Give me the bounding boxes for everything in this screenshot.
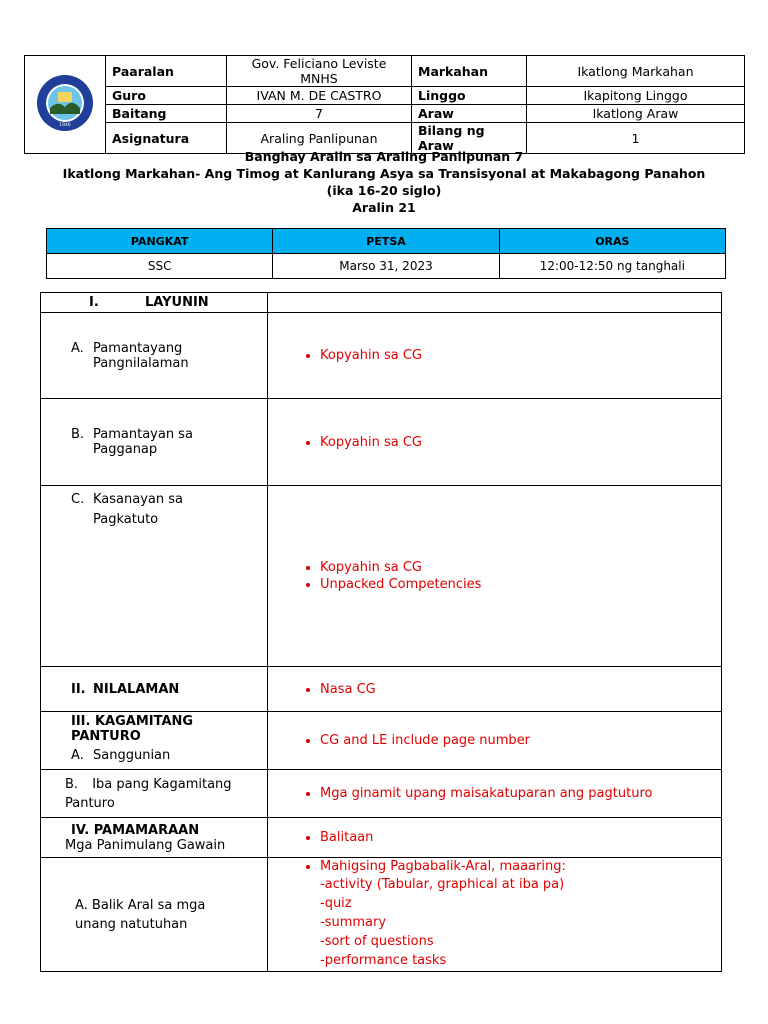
label-araw: Araw — [412, 105, 527, 123]
a-label-1: Pamantayang — [93, 340, 183, 356]
schedule-table — [46, 228, 726, 279]
lesson-plan-table — [40, 292, 722, 972]
row-pamamaraan — [41, 818, 268, 858]
a-bullet-item: • Kopyahin sa CG — [320, 347, 721, 364]
header-oras: ORAS — [499, 229, 725, 254]
iv-heading: PAMAMARAAN — [93, 822, 200, 838]
iii-number: III. — [71, 714, 91, 729]
value-guro: IVAN M. DE CASTRO — [227, 87, 412, 105]
iii-heading: KAGAMITANG PANTURO — [71, 714, 194, 744]
iv-a-line-5: -performance tasks — [320, 953, 447, 968]
row-nilalaman — [41, 667, 268, 712]
value-baitang: 7 — [227, 105, 412, 123]
c-bullet-item-1: • Kopyahin sa CG — [320, 559, 721, 576]
b-letter: B. — [71, 427, 85, 442]
cell-petsa: Marso 31, 2023 — [273, 254, 499, 279]
iv-a-content — [268, 858, 722, 972]
label-paaralan: Paaralan — [106, 56, 227, 87]
iv-a-line-1: -activity (Tabular, graphical at iba pa) — [320, 877, 565, 892]
iv-a-line-2: -quiz — [320, 896, 352, 911]
layunin-content — [268, 293, 722, 313]
ii-number: II. — [71, 681, 86, 697]
iv-a-label-2: unang natutuhan — [75, 916, 188, 932]
iii-b-label-2: Panturo — [65, 795, 115, 811]
label-bilang-ng-araw: Bilang ng Araw — [412, 123, 527, 154]
b-label-2: Pagganap — [93, 442, 158, 457]
value-asignatura: Araling Panlipunan — [227, 123, 412, 154]
ii-content — [268, 667, 722, 712]
row-layunin — [41, 293, 268, 313]
iv-number: IV. — [71, 822, 90, 838]
row-b-pamantayan-sa-pagganap — [41, 399, 268, 486]
lesson-title-block — [0, 148, 768, 216]
b-label-1: Pamantayan sa — [93, 427, 193, 442]
a-label-2: Pangnilalaman — [93, 355, 189, 371]
iv-a-line-4: -sort of questions — [320, 934, 434, 949]
iii-b-content — [268, 770, 722, 818]
a-content — [268, 313, 722, 399]
title-line-3: (ika 16-20 siglo) — [326, 183, 442, 198]
label-linggo: Linggo — [412, 87, 527, 105]
c-bullet-item-2: • Unpacked Competencies — [320, 576, 721, 593]
b-content — [268, 399, 722, 486]
label-asignatura: Asignatura — [106, 123, 227, 154]
value-araw: Ikatlong Araw — [527, 105, 745, 123]
header-petsa: PETSA — [273, 229, 499, 254]
iv-a-bullet-item: • Mahigsing Pagbabalik-Aral, maaaring: — [320, 858, 721, 875]
layunin-heading: LAYUNIN — [145, 295, 209, 310]
school-seal-icon — [36, 74, 94, 132]
ii-heading: NILALAMAN — [93, 681, 180, 697]
value-paaralan: Gov. Feliciano Leviste MNHS — [227, 56, 412, 87]
svg-text:1946: 1946 — [59, 123, 71, 128]
cell-oras: 12:00-12:50 ng tanghali — [499, 254, 725, 279]
value-markahan: Ikatlong Markahan — [527, 56, 745, 87]
title-line-2: Ikatlong Markahan- Ang Timog at Kanlurang Asya sa Transisyonal at Makabagong Panahon — [62, 166, 706, 181]
c-content — [268, 486, 722, 667]
row-iba-pang-kagamitang-panturo — [41, 770, 268, 818]
iii-a-content — [268, 712, 722, 770]
iv-a-line-3: -summary — [320, 915, 387, 930]
row-c-kasanayan-sa-pagkatuto — [41, 486, 268, 667]
iv-bullet-item: • Balitaan — [320, 829, 721, 846]
title-line-1: Banghay Aralin sa Araling Panlipunan 7 — [244, 149, 524, 164]
iv-subheading: Mga Panimulang Gawain — [65, 837, 226, 853]
layunin-number: I. — [89, 295, 99, 310]
c-label-2: Pagkatuto — [93, 512, 159, 527]
iii-b-label-1: Iba pang Kagamitang — [92, 776, 232, 792]
label-guro: Guro — [106, 87, 227, 105]
label-baitang: Baitang — [106, 105, 227, 123]
iv-content — [268, 818, 722, 858]
school-logo — [25, 56, 106, 154]
iii-b-bullet-item: • Mga ginamit upang maisakatuparan ang pagtuturo — [320, 785, 721, 802]
value-bilang-ng-araw: 1 — [527, 123, 745, 154]
title-line-4: Aralin 21 — [352, 200, 416, 215]
b-bullet-item: • Kopyahin sa CG — [320, 434, 721, 451]
c-label-1: Kasanayan sa — [93, 492, 183, 507]
a-letter: A. — [71, 340, 84, 356]
header-table — [24, 55, 745, 154]
row-kagamitang-panturo — [41, 712, 268, 770]
c-letter: C. — [71, 492, 85, 507]
iii-a-letter: A. — [71, 748, 84, 763]
iii-b-letter: B. — [65, 776, 79, 792]
cell-pangkat: SSC — [47, 254, 273, 279]
label-markahan: Markahan — [412, 56, 527, 87]
row-a-pamantayang-pangnilalaman — [41, 313, 268, 399]
iv-a-label-1: A. Balik Aral sa mga — [75, 897, 206, 913]
iii-a-label: Sanggunian — [93, 748, 171, 763]
iii-a-bullet-item: • CG and LE include page number — [320, 732, 721, 749]
row-balik-aral — [41, 858, 268, 972]
value-linggo: Ikapitong Linggo — [527, 87, 745, 105]
header-pangkat: PANGKAT — [47, 229, 273, 254]
ii-bullet-item: • Nasa CG — [320, 681, 721, 698]
